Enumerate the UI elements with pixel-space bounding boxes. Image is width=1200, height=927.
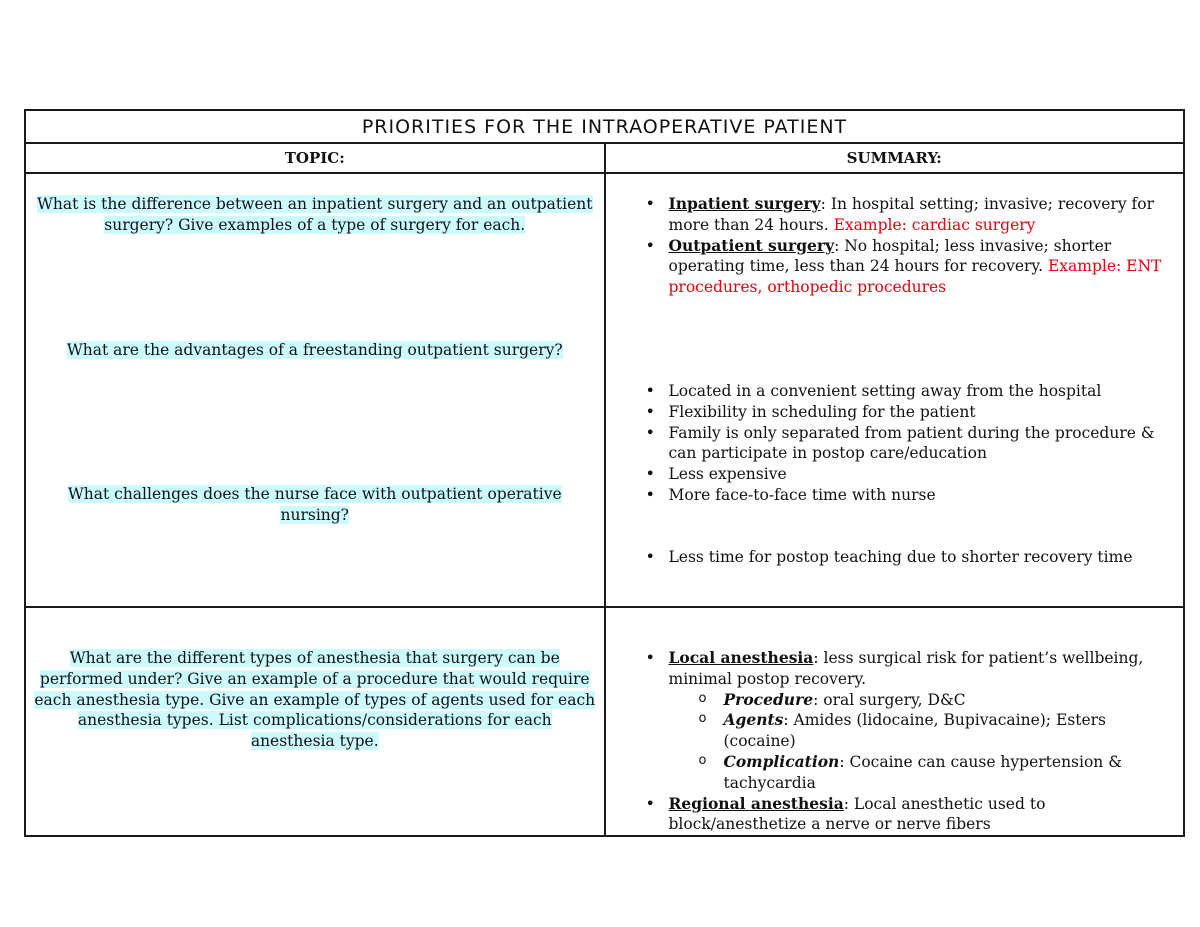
topic-header: TOPIC:	[25, 143, 605, 173]
sub-item-procedure: o Procedure: oral surgery, D&C	[616, 690, 1176, 711]
inpatient-outpatient-list	[616, 194, 1176, 298]
challenges-list	[616, 547, 1176, 568]
list-item: • Less time for postop teaching due to shorter recovery time	[616, 547, 1176, 568]
list-item: • Outpatient surgery: No hospital; less invasive; shorter operating time, less than 24 hours for recovery. Example: ENT procedures, orthopedic procedures	[616, 236, 1176, 298]
sub-item-complication: o Complication: Cocaine can cause hypertension & tachycardia	[616, 752, 1176, 794]
topic-cell-anesthesia	[25, 607, 605, 836]
question-inpatient-outpatient: What is the difference between an inpatient surgery and an outpatient surgery? Give examples of a type of surgery for each.	[36, 195, 593, 234]
list-item: • Inpatient surgery: In hospital setting; invasive; recovery for more than 24 hours. Example: cardiac surgery	[616, 194, 1176, 236]
summary-cell-anesthesia	[605, 607, 1185, 836]
example-text: Example: cardiac surgery	[833, 215, 1036, 234]
topic-cell-group-1	[25, 173, 605, 607]
table-title: PRIORITIES FOR THE INTRAOPERATIVE PATIENT	[25, 110, 1184, 143]
summary-cell-group-1	[605, 173, 1185, 607]
question-nurse-challenges: What challenges does the nurse face with outpatient operative nursing?	[67, 485, 562, 525]
priorities-table	[24, 109, 1185, 837]
list-item: • More face-to-face time with nurse	[616, 485, 1176, 506]
list-item-local-anesthesia: • Local anesthesia: less surgical risk for patient’s wellbeing, minimal postop recovery.	[616, 648, 1176, 690]
document-page	[24, 109, 1185, 837]
sub-item-agents: o Agents: Amides (lidocaine, Bupivacaine); Esters (cocaine)	[616, 710, 1176, 752]
anesthesia-list	[616, 648, 1176, 835]
question-anesthesia-types: What are the different types of anesthesia that surgery can be performed under? Give an example of a procedure that would require each anesthesia type. Give an example of types of agents used for each anesthesia types. List complications/considerations for each anesthesia type.	[34, 649, 596, 751]
summary-header: SUMMARY:	[605, 143, 1185, 173]
list-item: • Family is only separated from patient during the procedure & can participate in postop care/education	[616, 423, 1176, 465]
list-item: • Located in a convenient setting away from the hospital	[616, 381, 1176, 402]
list-item: • Less expensive	[616, 464, 1176, 485]
question-freestanding-advantages: What are the advantages of a freestanding outpatient surgery?	[66, 340, 563, 359]
list-item: • Flexibility in scheduling for the patient	[616, 402, 1176, 423]
advantages-list	[616, 381, 1176, 506]
example-text: Example: ENT procedures, orthopedic procedures	[668, 257, 1162, 297]
list-item-regional-anesthesia: • Regional anesthesia: Local anesthetic used to block/anesthetize a nerve or nerve fibers	[616, 794, 1176, 836]
